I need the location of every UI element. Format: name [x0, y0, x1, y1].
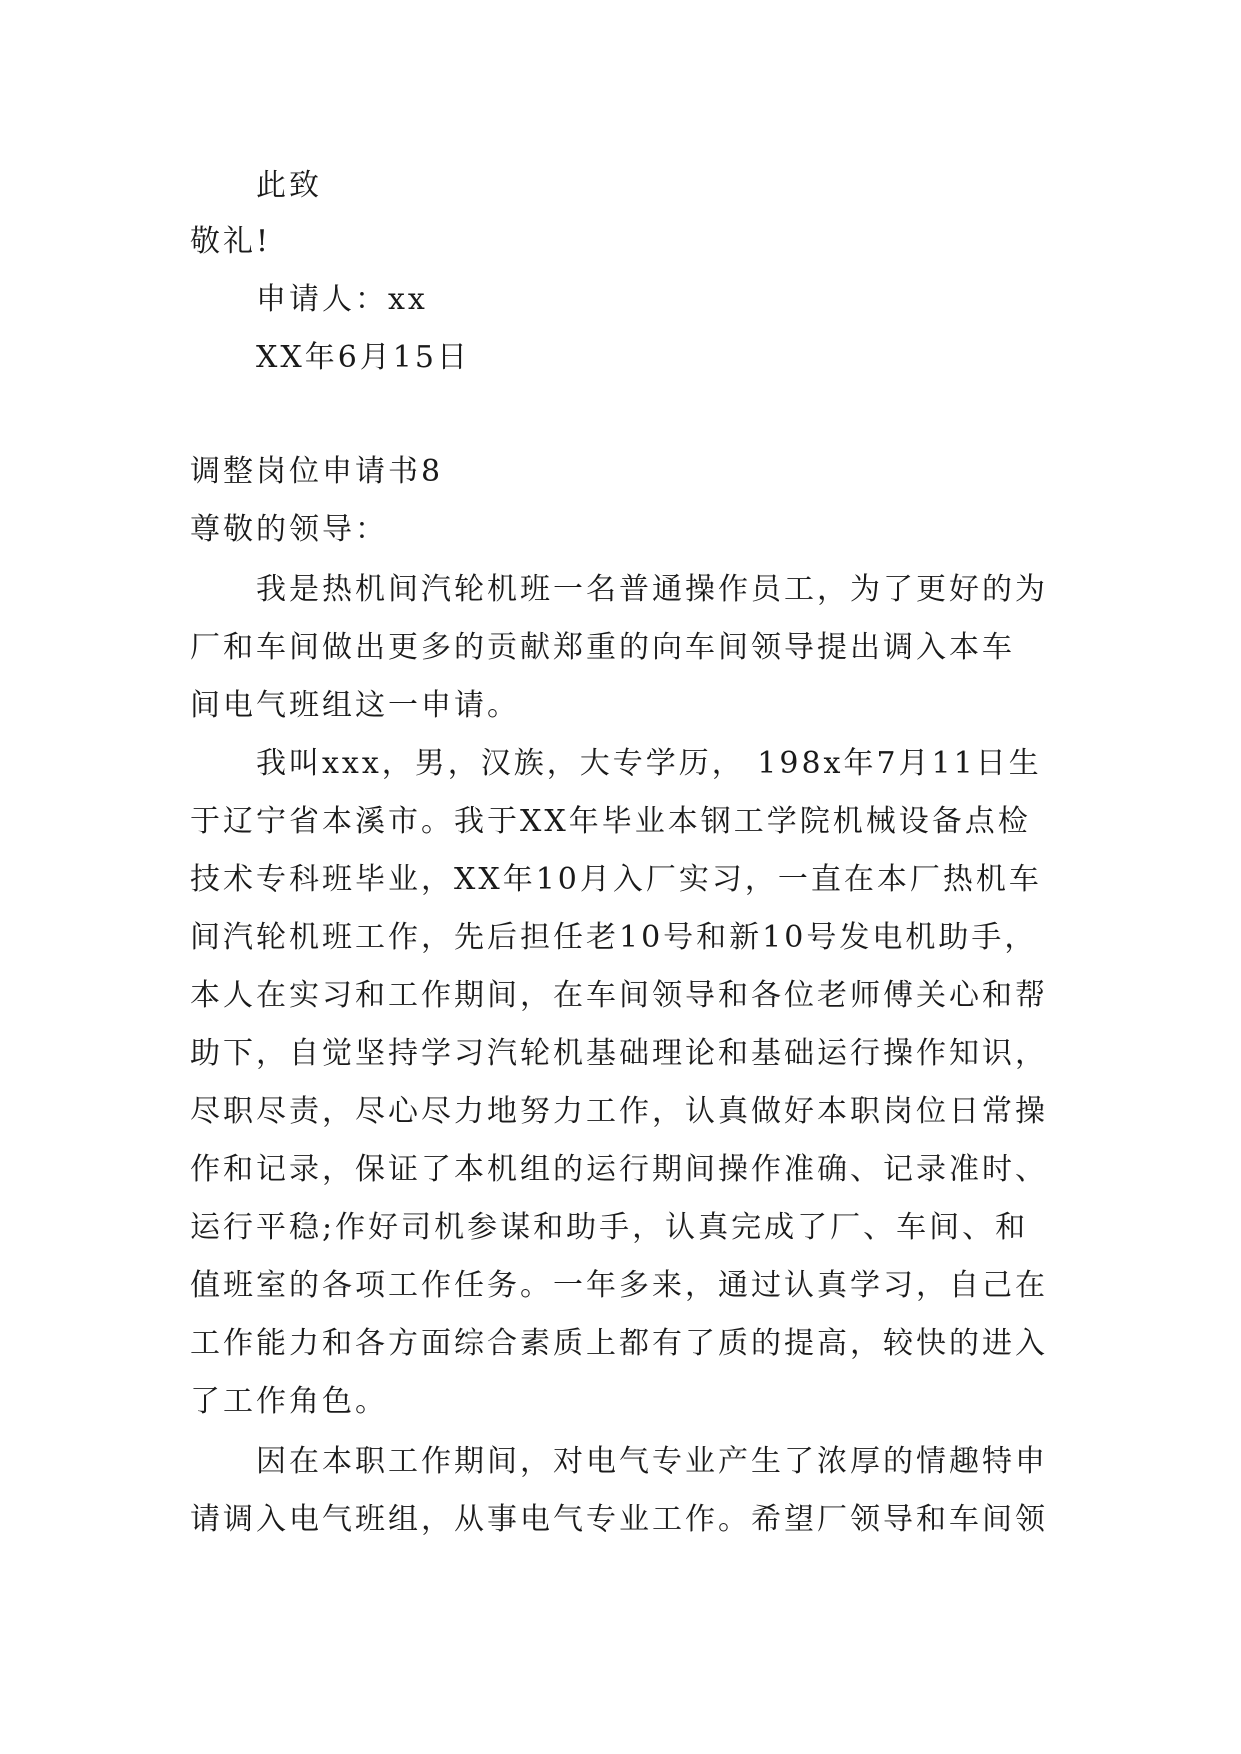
applicant-signature: 申请人：xx — [256, 282, 428, 317]
greeting: 尊敬的领导： — [190, 512, 388, 547]
section-title: 调整岗位申请书8 — [190, 454, 444, 489]
paragraph-line: 于辽宁省本溪市。我于XX年毕业本钢工学院机械设备点检 — [190, 804, 1031, 839]
paragraph-line: 作和记录，保证了本机组的运行期间操作准确、记录准时、 — [190, 1152, 1048, 1187]
paragraph-line: 运行平稳;作好司机参谋和助手，认真完成了厂、车间、和 — [190, 1210, 1029, 1245]
paragraph-line: 尽职尽责，尽心尽力地努力工作，认真做好本职岗位日常操 — [190, 1094, 1048, 1129]
closing-regards: 敬礼! — [190, 224, 272, 259]
paragraph-line: 值班室的各项工作任务。一年多来，通过认真学习，自己在 — [190, 1268, 1048, 1303]
paragraph-line: 间电气班组这一申请。 — [190, 688, 520, 723]
paragraph-line: 请调入电气班组，从事电气专业工作。希望厂领导和车间领 — [190, 1502, 1048, 1537]
paragraph-line: 厂和车间做出更多的贡献郑重的向车间领导提出调入本车 — [190, 630, 1015, 665]
paragraph-line: 助下，自觉坚持学习汽轮机基础理论和基础运行操作知识， — [190, 1036, 1048, 1071]
paragraph-line: 本人在实习和工作期间，在车间领导和各位老师傅关心和帮 — [190, 978, 1048, 1013]
paragraph-line: 间汽轮机班工作，先后担任老10号和新10号发电机助手， — [190, 920, 1038, 955]
closing-date: XX年6月15日 — [256, 340, 470, 375]
paragraph-line: 因在本职工作期间，对电气专业产生了浓厚的情趣特申 — [256, 1444, 1048, 1479]
paragraph-line: 了工作角色。 — [190, 1384, 388, 1419]
closing-salutation: 此致 — [256, 168, 322, 203]
paragraph-line: 技术专科班毕业，XX年10月入厂实习，一直在本厂热机车 — [190, 862, 1042, 897]
paragraph-line: 我叫xxx，男，汉族，大专学历， 198x年7月11日生 — [256, 746, 1042, 781]
paragraph-line: 我是热机间汽轮机班一名普通操作员工，为了更好的为 — [256, 572, 1048, 607]
paragraph-line: 工作能力和各方面综合素质上都有了质的提高，较快的进入 — [190, 1326, 1048, 1361]
